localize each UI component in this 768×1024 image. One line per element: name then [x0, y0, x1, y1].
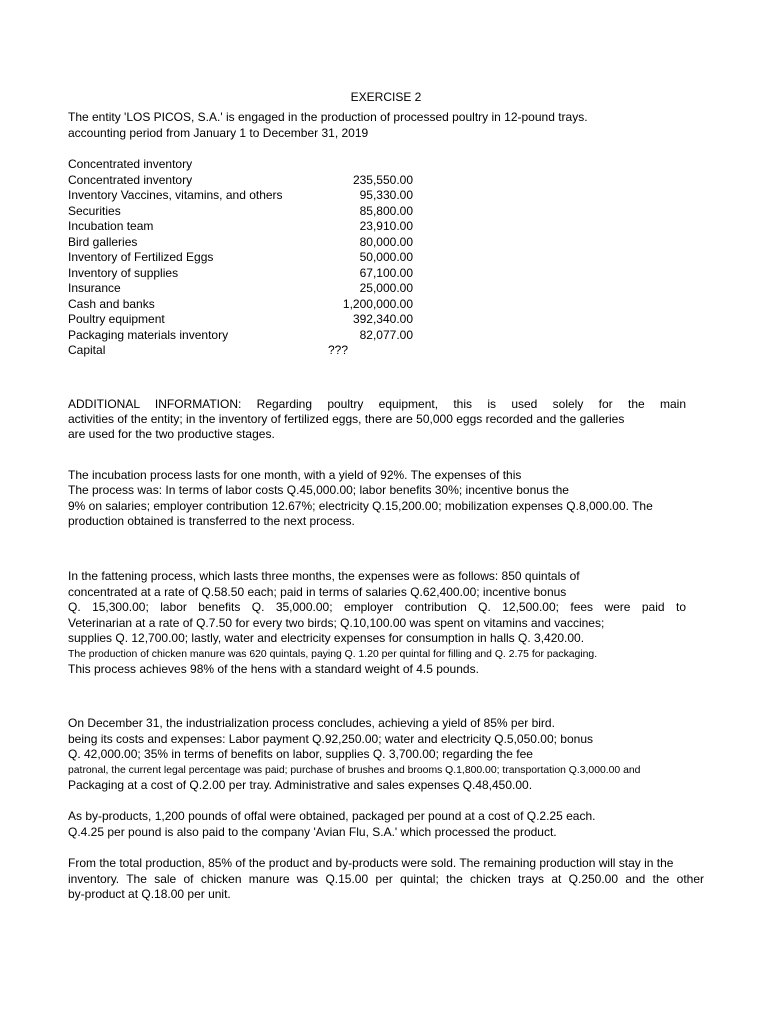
row-value: 25,000.00: [359, 281, 413, 296]
row-value: 85,800.00: [359, 203, 413, 218]
exercise-title: EXERCISE 2: [350, 90, 422, 104]
paragraph-line: As by-products, 1,200 pounds of offal were obtained, packaged per pound at a cost of Q.2.25 each.: [68, 809, 596, 824]
row-label: Inventory Vaccines, vitamins, and others: [68, 188, 283, 203]
december-paragraph: [68, 716, 718, 793]
incubation-paragraph: [68, 468, 718, 530]
row-value: 392,340.00: [352, 312, 413, 327]
paragraph-line: This process achieves 98% of the hens with a standard weight of 4.5 pounds.: [68, 661, 479, 676]
paragraph-line: production obtained is transferred to the next process.: [68, 514, 355, 529]
table-row: [68, 188, 413, 204]
document-page: [68, 90, 718, 902]
table-row: [68, 173, 413, 189]
paragraph-line: concentrated at a rate of Q.58.50 each; paid in terms of salaries Q.62,400.00; incentive bonus: [68, 584, 567, 599]
intro-line: accounting period from January 1 to December 31, 2019: [68, 125, 369, 140]
table-row: [68, 297, 413, 313]
paragraph-line: ADDITIONAL INFORMATION: Regarding poultry equipment, this is used solely for the main: [68, 396, 686, 411]
row-value: 80,000.00: [359, 234, 413, 249]
table-row: [68, 328, 413, 344]
row-label: Packaging materials inventory: [68, 327, 229, 342]
paragraph-line: Q. 15,300.00; labor benefits Q. 35,000.00; employer contribution Q. 12,500.00; fees were paid to: [68, 600, 686, 615]
row-label: Securities: [68, 203, 121, 218]
row-label: Insurance: [68, 281, 121, 296]
paragraph-line: Veterinarian at a rate of Q.7.50 for every two birds; Q.10,100.00 was spent on vitamins and vaccines;: [68, 615, 605, 630]
paragraph-line: are used for the two productive stages.: [68, 427, 275, 442]
paragraph-line: The process was: In terms of labor costs Q.45,000.00; labor benefits 30%; incentive bonus the: [68, 483, 569, 498]
row-value: 82,077.00: [359, 327, 413, 342]
table-row: [68, 343, 413, 359]
final-paragraph: [68, 856, 718, 902]
paragraph-line: Q. 42,000.00; 35% in terms of benefits on labor, supplies Q. 3,700.00; regarding the fee: [68, 747, 533, 762]
row-value: 235,550.00: [352, 172, 413, 187]
table-row: [68, 219, 413, 235]
row-value: 95,330.00: [359, 188, 413, 203]
table-row: [68, 250, 413, 266]
row-value: ???: [328, 343, 349, 358]
paragraph-line: inventory. The sale of chicken manure was Q.15.00 per quintal; the chicken trays at Q.250.00 and the other: [68, 871, 704, 886]
row-value: 67,100.00: [359, 265, 413, 280]
byproducts-paragraph: [68, 809, 718, 840]
row-label: Incubation team: [68, 219, 154, 234]
inventory-table: [68, 173, 413, 359]
row-value: 50,000.00: [359, 250, 413, 265]
row-label: Bird galleries: [68, 234, 138, 249]
row-value: 1,200,000.00: [342, 296, 413, 311]
row-label: Inventory of supplies: [68, 265, 179, 280]
table-row: [68, 235, 413, 251]
paragraph-line: In the fattening process, which lasts three months, the expenses were as follows: 850 quintals of: [68, 569, 580, 584]
paragraph-line: by-product at Q.18.00 per unit.: [68, 886, 231, 901]
paragraph-line: The production of chicken manure was 620 quintals, paying Q. 1.20 per quintal for filling and Q. 2.75 for packaging.: [68, 648, 598, 660]
paragraph-line: supplies Q. 12,700.00; lastly, water and electricity expenses for consumption in halls Q. 3,420.00.: [68, 631, 585, 646]
row-label: Capital: [68, 343, 106, 358]
table-row: [68, 266, 413, 282]
paragraph-line: The incubation process lasts for one month, with a yield of 92%. The expenses of this: [68, 467, 522, 482]
row-label: Poultry equipment: [68, 312, 165, 327]
paragraph-line: Packaging at a cost of Q.2.00 per tray. Administrative and sales expenses Q.48,450.00.: [68, 777, 533, 792]
table-row: [68, 204, 413, 220]
table-row: [68, 312, 413, 328]
paragraph-line: Q.4.25 per pound is also paid to the company 'Avian Flu, S.A.' which processed the product.: [68, 824, 557, 839]
intro-line: The entity 'LOS PICOS, S.A.' is engaged in the production of processed poultry in 12-pound trays.: [68, 110, 588, 125]
intro-paragraph: [68, 110, 718, 141]
paragraph-line: being its costs and expenses: Labor payment Q.92,250.00; water and electricity Q.5,050.00; bonus: [68, 731, 593, 746]
fattening-paragraph: [68, 569, 718, 677]
row-label: Cash and banks: [68, 296, 155, 311]
additional-information-paragraph: [68, 397, 718, 443]
row-value: 23,910.00: [359, 219, 413, 234]
inventory-heading: Concentrated inventory: [68, 157, 193, 172]
paragraph-line: On December 31, the industrialization process concludes, achieving a yield of 85% per bird.: [68, 716, 555, 731]
paragraph-line: patronal, the current legal percentage was paid; purchase of brushes and brooms Q.1,800.00; transportation Q.3,000.00 and: [68, 764, 641, 776]
row-label: Inventory of Fertilized Eggs: [68, 250, 214, 265]
table-row: [68, 281, 413, 297]
row-label: Concentrated inventory: [68, 172, 193, 187]
paragraph-line: From the total production, 85% of the product and by-products were sold. The remaining production will stay in the: [68, 856, 674, 871]
paragraph-line: activities of the entity; in the inventory of fertilized eggs, there are 50,000 eggs recorded and the galleries: [68, 412, 625, 427]
paragraph-line: 9% on salaries; employer contribution 12.67%; electricity Q.15,200.00; mobilization expenses Q.8,000.00. The: [68, 498, 653, 513]
